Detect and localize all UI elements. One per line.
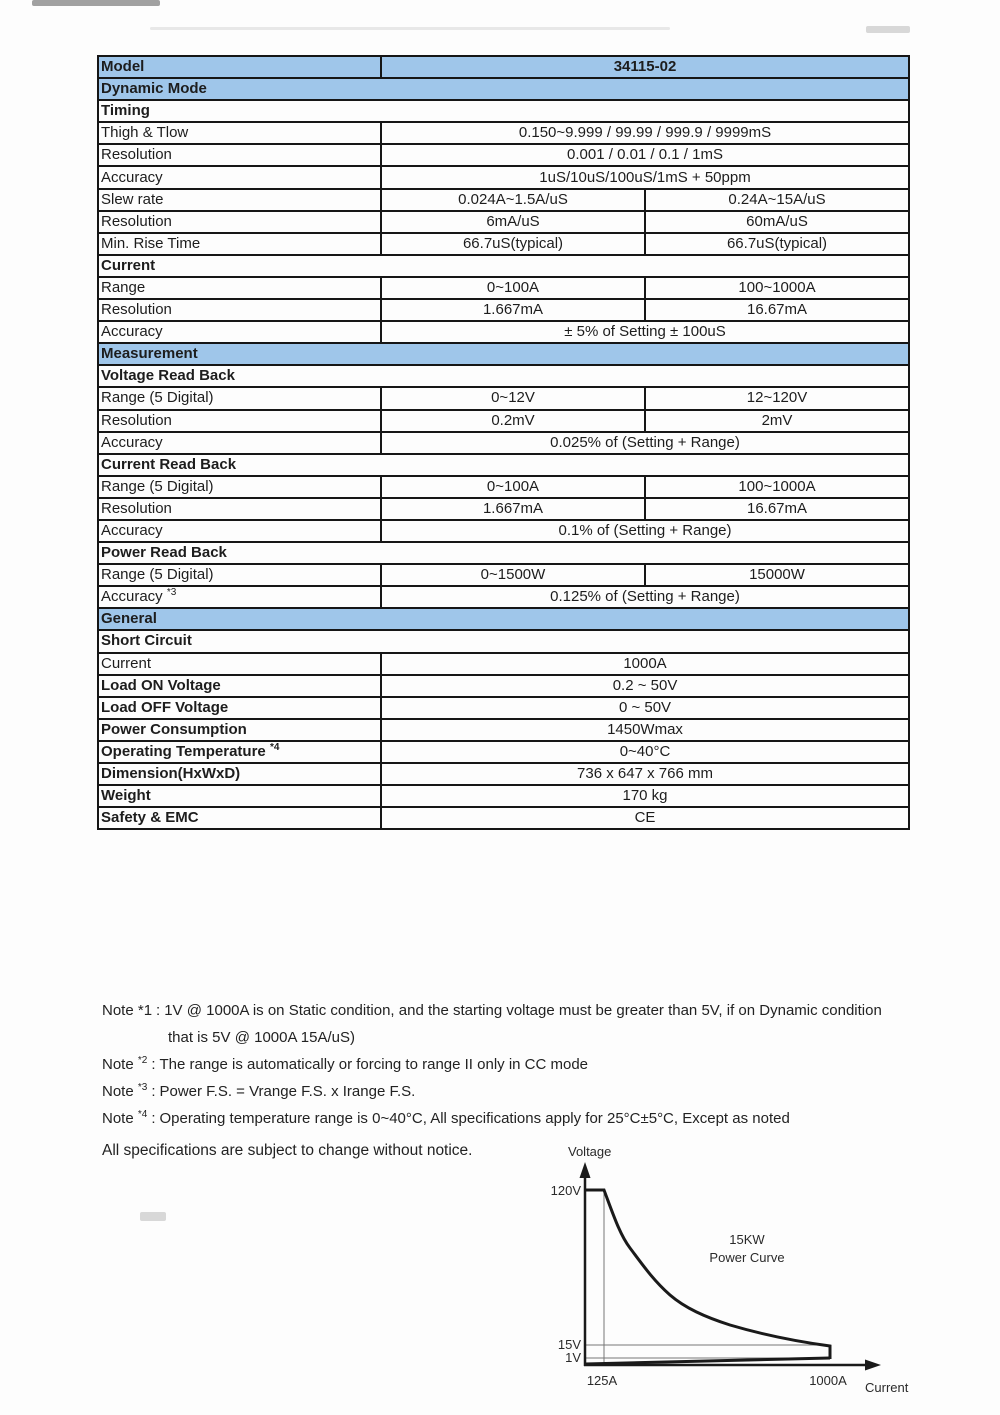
table-row bbox=[98, 321, 909, 343]
table-row bbox=[98, 189, 909, 211]
row-label: Thigh & Tlow bbox=[98, 122, 381, 144]
note bbox=[102, 1078, 910, 1105]
curve-annotation-line1: 15KW bbox=[729, 1232, 765, 1247]
note-label: Note $^{*2}$ bbox=[102, 1055, 148, 1073]
row-value-range2: 100~1000A bbox=[645, 476, 909, 498]
row-value-range1: 66.7uS(typical) bbox=[381, 233, 645, 255]
table-row bbox=[98, 564, 909, 586]
row-label: Resolution bbox=[98, 144, 381, 166]
note bbox=[102, 997, 910, 1051]
row-label: Power Consumption bbox=[98, 719, 381, 741]
y-axis-arrow-icon bbox=[580, 1162, 591, 1178]
table-row bbox=[98, 410, 909, 432]
subsection-header: Timing bbox=[98, 100, 909, 122]
row-value: 0.001 / 0.01 / 0.1 / 1mS bbox=[381, 144, 909, 166]
row-label: Resolution bbox=[98, 498, 381, 520]
row-label: Range (5 Digital) bbox=[98, 387, 381, 409]
scan-artifact bbox=[32, 0, 160, 6]
row-value-range2: 12~120V bbox=[645, 387, 909, 409]
row-value-range1: 0~1500W bbox=[381, 564, 645, 586]
row-value-range2: 15000W bbox=[645, 564, 909, 586]
row-label: Dimension(HxWxD) bbox=[98, 763, 381, 785]
row-value: 0.150~9.999 / 99.99 / 999.9 / 9999mS bbox=[381, 122, 909, 144]
table-row bbox=[98, 365, 909, 387]
row-value-range2: 16.67mA bbox=[645, 498, 909, 520]
section-header: General bbox=[98, 608, 909, 630]
note-separator: : bbox=[151, 1083, 156, 1100]
row-value-range2: 60mA/uS bbox=[645, 211, 909, 233]
y-axis-label: Voltage bbox=[568, 1144, 612, 1159]
subsection-header: Current Read Back bbox=[98, 454, 909, 476]
table-row bbox=[98, 697, 909, 719]
y-tick-1v: 1V bbox=[565, 1350, 581, 1365]
row-label: Accuracy $^{*3}$ bbox=[98, 586, 381, 608]
table-row bbox=[98, 785, 909, 807]
table-row bbox=[98, 586, 909, 608]
table-row bbox=[98, 608, 909, 630]
row-label: Model bbox=[98, 56, 381, 78]
table-row bbox=[98, 498, 909, 520]
row-label: Accuracy bbox=[98, 520, 381, 542]
table-row bbox=[98, 299, 909, 321]
note-label: Note *1 bbox=[102, 1002, 153, 1019]
row-value-range2: 2mV bbox=[645, 410, 909, 432]
table-row bbox=[98, 741, 909, 763]
y-tick-15v: 15V bbox=[557, 1337, 581, 1352]
table-row bbox=[98, 542, 909, 564]
note-separator: : bbox=[151, 1056, 156, 1073]
x-tick-125a: 125A bbox=[586, 1373, 618, 1388]
note-text: The range is automatically or forcing to range II only in CC mode bbox=[159, 1056, 589, 1073]
row-value-range2: 0.24A~15A/uS bbox=[645, 189, 909, 211]
row-value: 1000A bbox=[381, 653, 909, 675]
table-row bbox=[98, 233, 909, 255]
row-label: Accuracy bbox=[98, 432, 381, 454]
subsection-header: Voltage Read Back bbox=[98, 365, 909, 387]
note-separator: : bbox=[156, 1002, 161, 1019]
row-value-range1: 0~100A bbox=[381, 476, 645, 498]
note-text: Operating temperature range is 0~40°C, All specifications apply for 25°C±5°C, Except as noted bbox=[159, 1110, 790, 1127]
note-text: Power F.S. = Vrange F.S. x Irange F.S. bbox=[159, 1083, 416, 1100]
row-label: Slew rate bbox=[98, 189, 381, 211]
power-curve bbox=[585, 1190, 830, 1359]
row-label: Accuracy bbox=[98, 321, 381, 343]
subsection-header: Current bbox=[98, 255, 909, 277]
table-row bbox=[98, 166, 909, 188]
table-row bbox=[98, 255, 909, 277]
row-label: Load ON Voltage bbox=[98, 675, 381, 697]
row-value: 0 ~ 50V bbox=[381, 697, 909, 719]
row-value-range1: 0.024A~1.5A/uS bbox=[381, 189, 645, 211]
table-row bbox=[98, 454, 909, 476]
row-label: Range (5 Digital) bbox=[98, 564, 381, 586]
row-label: Current bbox=[98, 653, 381, 675]
table-row bbox=[98, 807, 909, 829]
table-row bbox=[98, 343, 909, 365]
note-separator: : bbox=[151, 1110, 156, 1127]
row-value-range1: 1.667mA bbox=[381, 498, 645, 520]
note-label: Note $^{*4}$ bbox=[102, 1109, 148, 1127]
spec-table-body bbox=[98, 56, 909, 829]
row-label: Resolution bbox=[98, 299, 381, 321]
note-text: 1V @ 1000A is on Static condition, and the starting voltage must be greater than 5V, if on Dynamic condition that is 5V @ 1000A 15A/uS) bbox=[164, 1002, 882, 1046]
row-label: Safety & EMC bbox=[98, 807, 381, 829]
row-value: ± 5% of Setting ± 100uS bbox=[381, 321, 909, 343]
row-value: 736 x 647 x 766 mm bbox=[381, 763, 909, 785]
row-label: Resolution bbox=[98, 211, 381, 233]
row-label: Operating Temperature $^{*4}$ bbox=[98, 741, 381, 763]
row-value: CE bbox=[381, 807, 909, 829]
row-value-range2: 16.67mA bbox=[645, 299, 909, 321]
table-row bbox=[98, 387, 909, 409]
scan-artifact bbox=[150, 27, 670, 30]
curve-annotation-line2: Power Curve bbox=[709, 1250, 785, 1265]
footer-disclaimer: All specifications are subject to change without notice. bbox=[102, 1142, 473, 1159]
power-curve-chart bbox=[535, 1140, 1000, 1412]
table-row bbox=[98, 277, 909, 299]
row-label: Weight bbox=[98, 785, 381, 807]
row-value-range1: 6mA/uS bbox=[381, 211, 645, 233]
table-row bbox=[98, 56, 909, 78]
row-label: Load OFF Voltage bbox=[98, 697, 381, 719]
row-value: 170 kg bbox=[381, 785, 909, 807]
row-label: Range (5 Digital) bbox=[98, 476, 381, 498]
table-row bbox=[98, 476, 909, 498]
row-value: 34115-02 bbox=[381, 56, 909, 78]
note bbox=[102, 1105, 910, 1132]
table-row bbox=[98, 78, 909, 100]
subsection-header: Power Read Back bbox=[98, 542, 909, 564]
note-label: Note $^{*3}$ bbox=[102, 1082, 148, 1100]
x-tick-1000a: 1000A bbox=[809, 1373, 847, 1388]
row-value-range2: 66.7uS(typical) bbox=[645, 233, 909, 255]
row-value-range2: 100~1000A bbox=[645, 277, 909, 299]
notes bbox=[102, 997, 910, 1132]
scan-artifact bbox=[140, 1212, 166, 1221]
table-row bbox=[98, 432, 909, 454]
table-row bbox=[98, 144, 909, 166]
note bbox=[102, 1051, 910, 1078]
x-axis-arrow-icon bbox=[865, 1360, 881, 1371]
row-label: Resolution bbox=[98, 410, 381, 432]
table-row bbox=[98, 520, 909, 542]
table-row bbox=[98, 100, 909, 122]
row-label: Range bbox=[98, 277, 381, 299]
table-row bbox=[98, 630, 909, 652]
table-row bbox=[98, 653, 909, 675]
section-header: Dynamic Mode bbox=[98, 78, 909, 100]
row-value: 1450Wmax bbox=[381, 719, 909, 741]
table-row bbox=[98, 763, 909, 785]
spec-table bbox=[97, 55, 910, 830]
row-label: Accuracy bbox=[98, 166, 381, 188]
power-curve-bottom bbox=[585, 1358, 830, 1364]
row-value: 1uS/10uS/100uS/1mS + 50ppm bbox=[381, 166, 909, 188]
section-header: Measurement bbox=[98, 343, 909, 365]
row-label: Min. Rise Time bbox=[98, 233, 381, 255]
x-axis-label: Current bbox=[865, 1380, 909, 1395]
row-value-range1: 0~100A bbox=[381, 277, 645, 299]
table-row bbox=[98, 122, 909, 144]
table-row bbox=[98, 719, 909, 741]
row-value-range1: 1.667mA bbox=[381, 299, 645, 321]
row-value-range1: 0.2mV bbox=[381, 410, 645, 432]
table-row bbox=[98, 211, 909, 233]
scan-artifact bbox=[866, 26, 910, 33]
row-value: 0.2 ~ 50V bbox=[381, 675, 909, 697]
row-value: 0.025% of (Setting + Range) bbox=[381, 432, 909, 454]
row-value-range1: 0~12V bbox=[381, 387, 645, 409]
table-row bbox=[98, 675, 909, 697]
y-tick-120v: 120V bbox=[550, 1183, 581, 1198]
row-value: 0~40°C bbox=[381, 741, 909, 763]
row-value: 0.125% of (Setting + Range) bbox=[381, 586, 909, 608]
row-value: 0.1% of (Setting + Range) bbox=[381, 520, 909, 542]
subsection-header: Short Circuit bbox=[98, 630, 909, 652]
